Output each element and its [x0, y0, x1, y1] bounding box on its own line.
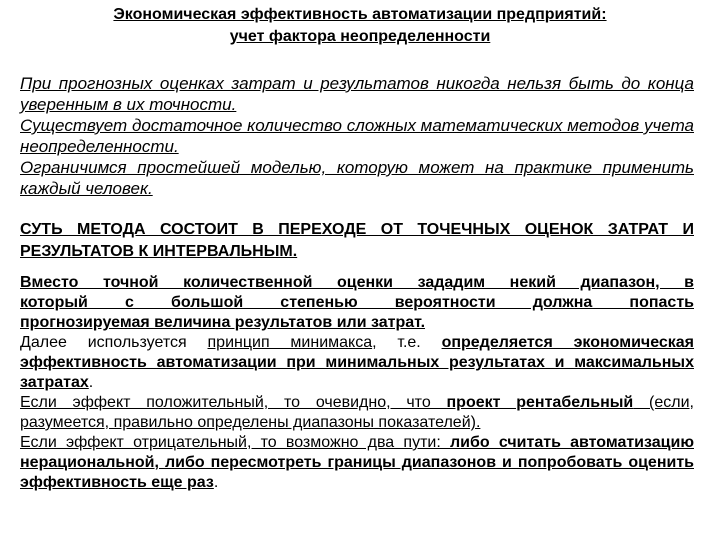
minimax-text: , т.е. [372, 334, 442, 351]
range-line: Вместо точной количественной оценки зададим некий диапазон, в [20, 274, 694, 291]
thesis-line: СУТЬ МЕТОДА СОСТОИТ В ПЕРЕХОДЕ ОТ ТОЧЕЧНЫХ ОЦЕНОК ЗАТРАТ И [20, 221, 694, 238]
intro-line: При прогнозных оценках затрат и результатов никогда нельзя быть до конца [20, 74, 694, 93]
title-line-1: Экономическая эффективность автоматизации предприятий: [113, 6, 607, 23]
thesis-line: РЕЗУЛЬТАТОВ К ИНТЕРВАЛЬНЫМ. [20, 243, 298, 260]
minimax-text: Далее используется [20, 334, 208, 351]
intro-line: неопределенности. [20, 137, 179, 156]
positive-effect-text: (если, разумеется, правильно определены диапазоны показателей). [20, 394, 694, 431]
intro-block [20, 73, 694, 199]
minimax-paragraph [20, 333, 694, 393]
positive-effect-text: Если эффект положительный, то очевидно, что [20, 394, 447, 411]
title-line-2: учет фактора неопределенности [229, 28, 491, 45]
range-line: прогнозируемая величина результатов или затрат. [20, 314, 426, 331]
negative-effect-text: Если эффект отрицательный, то возможно два пути: [20, 434, 451, 451]
minimax-text: . [88, 374, 94, 391]
thesis-block [20, 219, 694, 263]
slide-title [0, 4, 720, 48]
intro-line: уверенным в их точности. [20, 95, 237, 114]
range-line: который с большой степенью вероятности должна попасть [20, 294, 694, 311]
minimax-definition: определяется экономическая эффективность автоматизации при минимальных результатах и максимальных затратах [20, 334, 695, 391]
negative-effect-text: . [213, 474, 219, 491]
method-description [20, 273, 694, 493]
intro-line: каждый человек. [20, 179, 153, 198]
negative-effect-options: либо считать автоматизацию нерациональной, либо пересмотреть границы диапазонов и попробовать оценить эффективность еще раз [20, 434, 694, 491]
intro-line: Существует достаточное количество сложных математических методов учета [20, 116, 694, 135]
negative-effect-paragraph [20, 433, 694, 493]
intro-line: Ограничимся простейшей моделью, которую может на практике применить [20, 158, 694, 177]
minimax-principle: принцип минимакса [207, 334, 373, 351]
profitable-project: проект рентабельный [446, 394, 634, 411]
positive-effect-paragraph [20, 393, 694, 433]
